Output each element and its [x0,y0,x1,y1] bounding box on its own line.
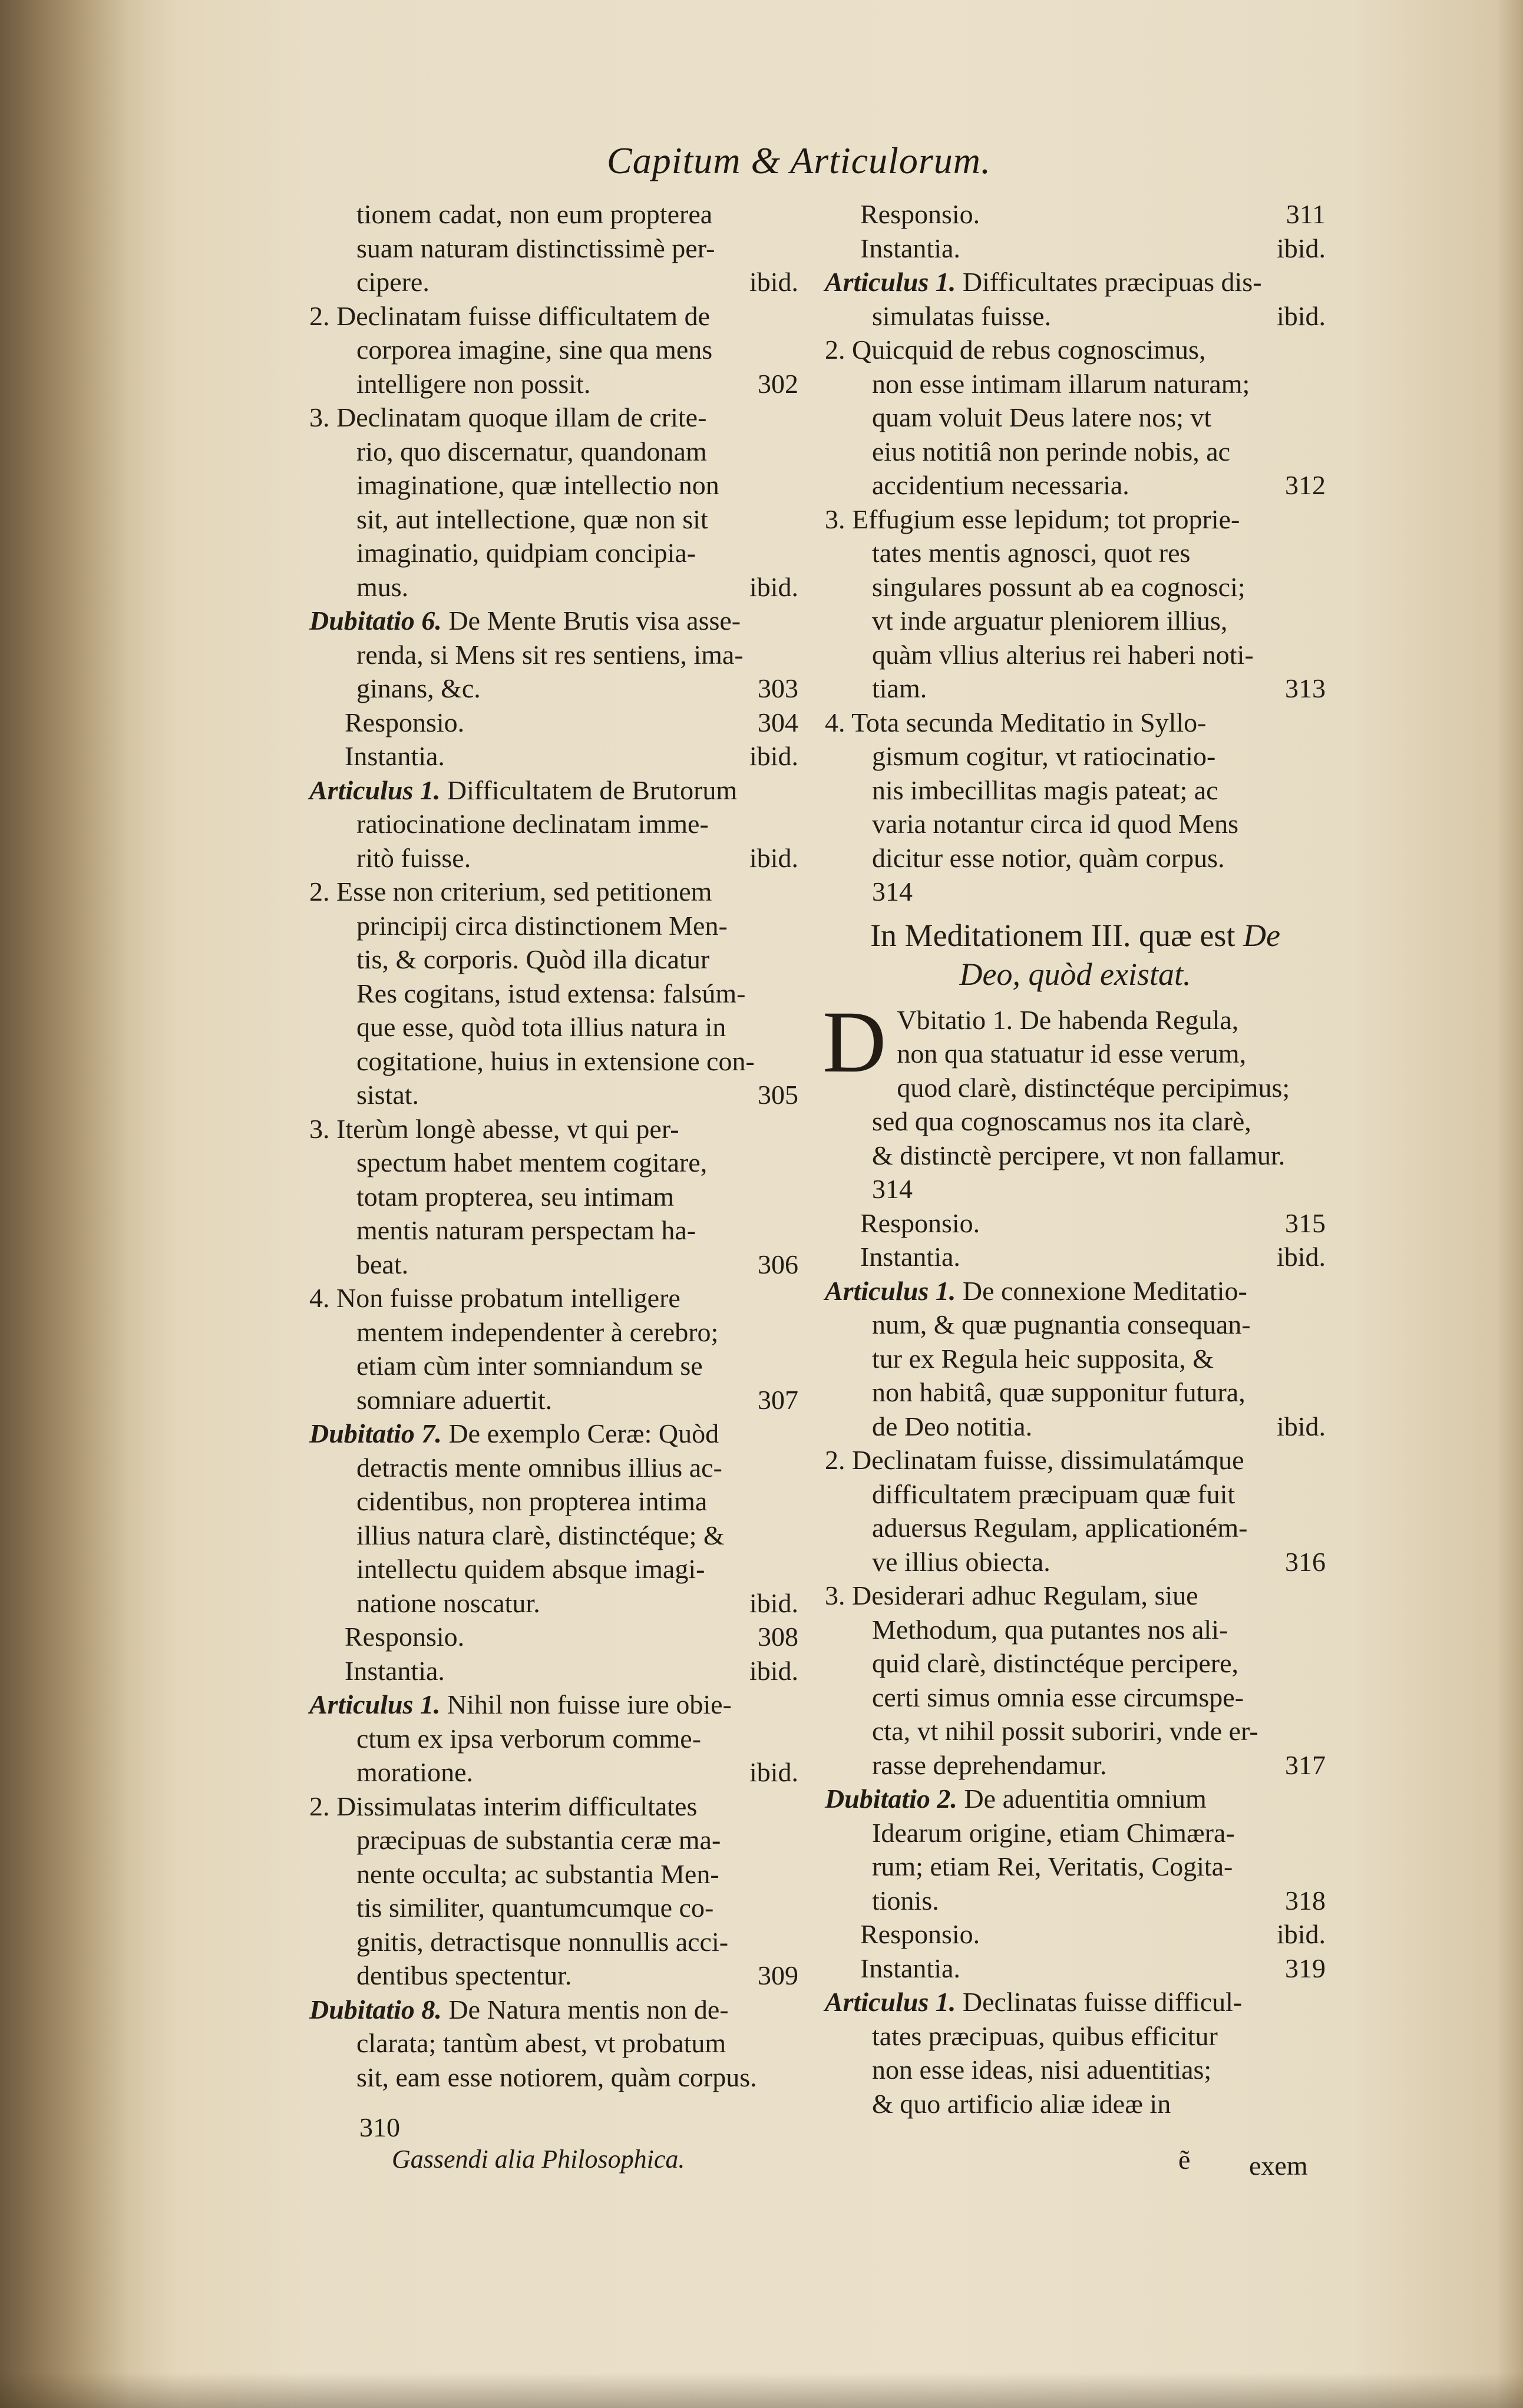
page-reference: ibid. [749,1757,798,1787]
line-text: De exemplo Ceræ: Quòd [441,1418,719,1448]
text-line [825,2019,1326,2053]
text-line [825,1714,1326,1748]
page-reference: 312 [1285,470,1326,500]
catchword-right: exem [1249,2151,1308,2181]
line-text: sit, aut intellectione, quæ non sit [356,504,708,534]
page-reference: ibid. [749,1587,798,1618]
page-reference: 305 [758,1080,798,1110]
section-heading-line1-italic: De [1243,917,1280,953]
left-column [309,197,798,2094]
line-text: ratiocinatione declinatam imme- [356,809,709,839]
page-reference: ibid. [749,741,798,771]
text-line [309,1722,798,1756]
line-text: gismum cogitur, vt ratiocinatio- [872,741,1216,771]
text-line [309,977,798,1011]
line-text: simulatas fuisse. [872,300,1052,331]
page-reference: 319 [1285,1953,1326,1983]
text-line [825,1206,1326,1241]
line-text: non qua statuatur id esse verum, [897,1038,1247,1069]
page-reference: 302 [758,368,798,399]
text-line [825,1951,1326,1986]
line-text: mus. [356,571,409,602]
text-line [309,2060,798,2095]
line-text: tur ex Regula heic supposita, & [872,1343,1214,1374]
line-text: 3. Iterùm longè abesse, vt qui per- [309,1113,679,1144]
text-line [825,536,1326,570]
text-line [309,1044,798,1079]
text-line [825,1443,1326,1477]
text-line [825,1308,1326,1342]
text-line [825,706,1326,740]
text-line [825,231,1326,266]
line-text: illius natura clarè, distinctéque; & [356,1520,725,1550]
text-line [309,1755,798,1790]
entry-label: Dubitatio 6. [309,606,442,636]
entry-label: Articulus 1. [825,1987,956,2017]
text-line [309,909,798,943]
line-text: totam propterea, seu intimam [356,1181,675,1212]
text-line [309,1790,798,1824]
line-text: quid clarè, distinctéque percipere, [872,1648,1238,1678]
text-line [825,2053,1326,2087]
text-line [825,672,1326,706]
line-text: etiam cùm inter somniandum se [356,1351,703,1381]
text-line [825,807,1326,841]
line-text: somniare aduertit. [356,1384,553,1415]
text-line [309,2026,798,2060]
page-reference: 315 [1285,1208,1326,1238]
text-line [309,1484,798,1519]
entry-label: Articulus 1. [825,267,956,297]
line-text: 3. Desiderari adhuc Regulam, siue [825,1580,1198,1610]
text-line [309,1552,798,1586]
running-head: Capitum & Articulorum. [607,140,991,181]
line-text: rio, quo discernatur, quandonam [356,436,707,467]
line-text: tionis. [872,1885,939,1916]
text-line [309,807,798,841]
line-text: Methodum, qua putantes nos ali- [872,1614,1228,1645]
line-text: quàm vllius alterius rei haberi noti- [872,639,1254,670]
signature-mark: ẽ [1178,2145,1191,2175]
text-line [825,1511,1326,1545]
text-line [825,1681,1326,1715]
line-text: detractis mente omnibus illius ac- [356,1452,722,1483]
line-text: intelligere non possit. [356,368,591,399]
line-text: ritò fuisse. [356,842,471,873]
line-text: renda, si Mens sit res sentiens, ima- [356,639,744,670]
text-line [309,1213,798,1248]
text-line [825,841,1326,875]
line-text: Difficultatem de Brutorum [440,775,738,805]
line-text: tis, & corporis. Quòd illa dicatur [356,944,710,974]
entry-label: Articulus 1. [309,1689,441,1719]
text-line [825,1104,1326,1139]
line-text: Responsio. [860,1208,980,1238]
left-page-number: 310 [359,2112,400,2142]
line-text: 2. Esse non criterium, sed petitionem [309,876,712,907]
text-line [825,570,1326,604]
line-text: De Mente Brutis visa asse- [441,606,741,636]
page-reference: ibid. [749,267,798,297]
line-text: 3. Effugium esse lepidum; tot proprie- [825,504,1240,534]
text-line [309,1925,798,1959]
text-line [825,401,1326,435]
line-text: Responsio. [860,1919,980,1949]
text-line [825,638,1326,672]
text-line [825,1342,1326,1376]
line-text: Nihil non fuisse iure obie- [440,1689,732,1719]
text-line [309,231,798,266]
line-text: natione noscatur. [356,1587,540,1618]
page-reference: 307 [758,1384,798,1415]
line-text: mentis naturam perspectam ha- [356,1215,696,1245]
text-line [825,502,1326,537]
line-text: moratione. [356,1757,473,1787]
line-text: 2. Quicquid de rebus cognoscimus, [825,335,1206,365]
line-text: beat. [356,1249,409,1279]
text-line [309,1078,798,1112]
text-line [309,1451,798,1485]
line-text: Instantia. [345,1655,445,1686]
text-line [309,1417,798,1451]
text-line [309,739,798,773]
text-line [825,773,1326,808]
text-line [825,1139,1326,1173]
line-text: eius notitiâ non perinde nobis, ac [872,436,1231,467]
text-line [309,1349,798,1383]
line-text: cta, vt nihil possit suboriri, vnde er- [872,1716,1258,1746]
text-line [825,367,1326,401]
text-line [309,1620,798,1654]
text-line [825,299,1326,333]
line-text: dentibus spectentur. [356,1960,572,1990]
entry-label: Dubitatio 7. [309,1418,442,1448]
text-line [825,1646,1326,1681]
line-text: ginans, &c. [356,673,481,703]
page-reference: ibid. [1276,1411,1326,1441]
page-reference: ibid. [1276,233,1326,263]
line-text: De Natura mentis non de- [441,1994,729,2025]
line-text: 314 [872,1174,913,1204]
text-line [309,299,798,333]
text-line [309,401,798,435]
text-line [309,1823,798,1857]
page-reference: 304 [758,707,798,737]
line-text: quod clarè, distinctéque percipimus; [897,1072,1290,1103]
line-text: 314 [872,876,913,907]
line-text: & distinctè percipere, vt non fallamur. [872,1140,1286,1170]
text-line [309,638,798,672]
text-line [825,1782,1326,1816]
line-text: De connexione Meditatio- [956,1275,1247,1306]
text-line [309,502,798,537]
text-line [309,570,798,604]
text-line [825,1748,1326,1782]
line-text: Vbitatio 1. De habenda Regula, [897,1004,1239,1035]
text-line [309,1688,798,1722]
entry-label: Articulus 1. [825,1275,956,1306]
line-text: rasse deprehendamur. [872,1749,1107,1780]
line-text: 3. Declinatam quoque illam de crite- [309,402,707,432]
line-text: difficultatem præcipuam quæ fuit [872,1478,1235,1509]
text-line [309,468,798,502]
text-line [309,1010,798,1044]
line-text: sistat. [356,1080,419,1110]
text-line [825,1579,1326,1613]
page-reference: 318 [1285,1885,1326,1916]
page-reference: 316 [1285,1546,1326,1577]
entry-label: Articulus 1. [309,775,441,805]
line-text: sed qua cognoscamus nos ita clarè, [872,1106,1251,1136]
text-line [825,1071,1326,1105]
text-line [825,1240,1326,1274]
line-text: 4. Non fuisse probatum intelligere [309,1283,680,1313]
line-text: tionem cadat, non eum propterea [356,199,713,229]
line-text: Instantia. [860,233,960,263]
text-line [309,1891,798,1925]
text-line [309,367,798,401]
page-reference: 317 [1285,1749,1326,1780]
line-text: quam voluit Deus latere nos; vt [872,402,1212,432]
line-text: non esse intimam illarum naturam; [872,368,1250,399]
line-text: 2. Dissimulatas interim difficultates [309,1791,698,1821]
line-text: 2. Declinatam fuisse, dissimulatámque [825,1445,1244,1475]
line-text: Res cogitans, istud extensa: falsúm- [356,978,746,1008]
text-line [825,1884,1326,1918]
text-line [825,1037,1326,1071]
line-text: Responsio. [345,1622,465,1652]
text-line [309,1112,798,1146]
page-reference: 313 [1285,673,1326,703]
line-text: rum; etiam Rei, Veritatis, Cogita- [872,1851,1233,1881]
text-line [309,1315,798,1349]
entry-label: Dubitatio 8. [309,1994,442,2025]
line-text: Instantia. [860,1953,960,1983]
line-text: cogitatione, huius in extensione con- [356,1046,755,1076]
page-reference: 303 [758,673,798,703]
text-line [825,197,1326,231]
page-reference: ibid. [1276,1919,1326,1949]
text-line [825,1410,1326,1444]
page-reference: 308 [758,1622,798,1652]
page-reference: ibid. [1276,1242,1326,1272]
text-line [825,1816,1326,1850]
text-line [825,739,1326,773]
text-line [309,1654,798,1688]
page-reference: ibid. [749,571,798,602]
line-text: clarata; tantùm abest, vt probatum [356,2028,726,2058]
line-text: accidentium necessaria. [872,470,1129,500]
right-column [822,197,1326,2121]
text-line [825,333,1326,367]
text-line [309,265,798,299]
text-line [825,604,1326,638]
page-reference: 309 [758,1960,798,1990]
line-text: tis similiter, quantumcumque co- [356,1893,714,1923]
text-line [825,1274,1326,1308]
line-text: certi simus omnia esse circumspe- [872,1682,1244,1712]
line-text: sit, eam esse notiorem, quàm corpus. [356,2062,757,2092]
entry-label: Dubitatio 2. [825,1784,957,1814]
text-line [309,875,798,909]
line-text: tiam. [872,673,927,703]
text-line [825,1545,1326,1579]
line-text: Responsio. [345,707,465,737]
page-reference: ibid. [1276,300,1326,331]
text-line [309,841,798,875]
text-line [309,1383,798,1417]
text-line [825,2087,1326,2121]
line-text: Difficultates præcipuas dis- [956,267,1262,297]
line-text: mentem independenter à cerebro; [356,1317,719,1347]
text-line [825,1172,1326,1206]
line-text: 2. Declinatam fuisse difficultatem de [309,300,710,331]
text-line [825,1850,1326,1884]
line-text: tates mentis agnosci, quot res [872,538,1191,568]
line-text: que esse, quòd tota illius natura in [356,1012,726,1042]
line-text: vt inde arguatur pleniorem illius, [872,606,1228,636]
line-text: Idearum origine, etiam Chimæra- [872,1817,1235,1848]
line-text: & quo artificio aliæ ideæ in [872,2088,1171,2119]
text-line [309,672,798,706]
section-heading [825,916,1326,994]
line-text: gnitis, detractisque nonnullis acci- [356,1926,729,1957]
line-text: singulares possunt ab ea cognosci; [872,571,1246,602]
line-text: dicitur esse notior, quàm corpus. [872,842,1225,873]
text-line [309,604,798,638]
text-line [825,265,1326,299]
line-text: intellectu quidem absque imagi- [356,1554,705,1584]
text-line [309,1857,798,1891]
line-text: imaginatione, quæ intellectio non [356,470,719,500]
line-text: suam naturam distinctissimè per- [356,233,715,263]
page-reference: 311 [1286,199,1326,229]
text-line [309,1993,798,2027]
line-text: ve illius obiecta. [872,1546,1050,1577]
text-line [309,1180,798,1214]
text-line [825,875,1326,909]
text-line [309,1146,798,1180]
text-line [309,773,798,808]
text-line [825,435,1326,469]
text-line [309,1248,798,1282]
right-column-top [825,197,1326,909]
text-line [309,1959,798,1993]
line-text: nis imbecillitas magis pateat; ac [872,775,1218,805]
line-text: ctum ex ipsa verborum comme- [356,1723,702,1754]
page-reference: 306 [758,1249,798,1279]
line-text: de Deo notitia. [872,1411,1033,1441]
text-line [309,197,798,231]
line-text: cipere. [356,267,430,297]
line-text: imaginatio, quidpiam concipia- [356,538,696,568]
section-heading-line1: In Meditationem III. quæ est [870,917,1243,953]
text-line [825,468,1326,502]
line-text: præcipuas de substantia ceræ ma- [356,1825,721,1855]
line-text: num, & quæ pugnantia consequan- [872,1309,1251,1339]
right-column-bottom [822,993,1326,2121]
text-line [825,1917,1326,1951]
drop-cap-initial: D [822,993,887,1091]
text-line [309,1586,798,1620]
text-line [825,1477,1326,1511]
line-text: corporea imagine, sine qua mens [356,335,713,365]
line-text: aduersus Regulam, applicationém- [872,1513,1248,1543]
line-text: De aduentitia omnium [957,1784,1207,1814]
text-line [309,536,798,570]
line-text: cidentibus, non propterea intima [356,1486,708,1516]
line-text: principij circa distinctionem Men- [356,910,728,941]
text-line [309,1519,798,1553]
catchword-left: Gassendi alia Philosophica. [392,2145,685,2174]
line-text: spectum habet mentem cogitare, [356,1147,708,1177]
text-line [309,1281,798,1315]
page-reference: ibid. [749,842,798,873]
line-text: Instantia. [860,1242,960,1272]
line-text: 4. Tota secunda Meditatio in Syllo- [825,707,1207,737]
line-text: tates præcipuas, quibus efficitur [872,2020,1218,2051]
line-text: non esse ideas, nisi aduentitias; [872,2055,1212,2085]
line-text: non habitâ, quæ supponitur futura, [872,1377,1246,1407]
text-line [309,435,798,469]
section-heading-line2: Deo, quòd existat. [959,956,1191,992]
text-line [309,706,798,740]
line-text: Instantia. [345,741,445,771]
line-text: Declinatas fuisse difficul- [956,1987,1243,2017]
text-line [825,1003,1326,1037]
line-text: varia notantur circa id quod Mens [872,809,1239,839]
text-line [825,1985,1326,2019]
page-reference: ibid. [749,1655,798,1686]
line-text: nente occulta; ac substantia Men- [356,1858,719,1889]
text-line [825,1375,1326,1410]
text-line [309,333,798,367]
text-line [825,1613,1326,1647]
text-line [309,942,798,977]
line-text: Responsio. [860,199,980,229]
